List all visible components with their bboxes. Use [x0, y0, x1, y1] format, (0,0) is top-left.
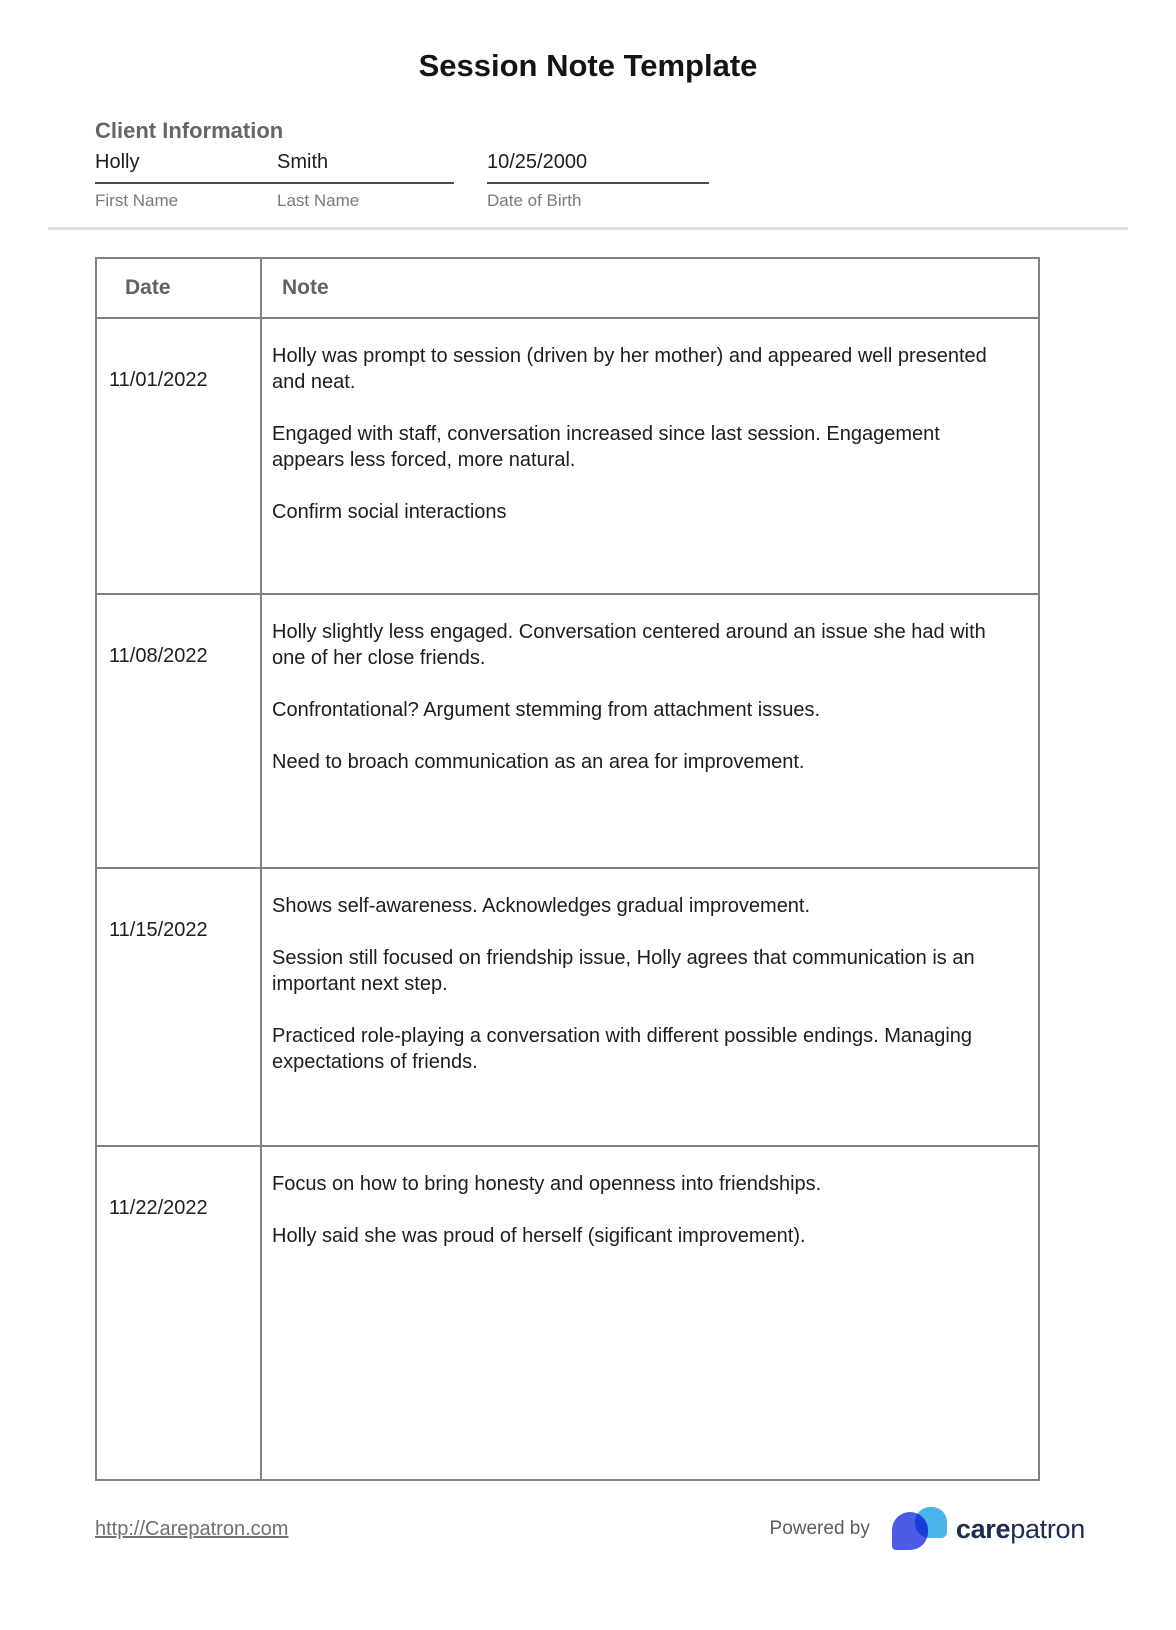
note-paragraph: Session still focused on friendship issue, Holly agrees that communication is an important next step.: [272, 947, 975, 995]
note-paragraph: Need to broach communication as an area for improvement.: [272, 751, 805, 773]
session-note-cell: [261, 594, 1039, 868]
session-date-cell: 11/08/2022: [96, 594, 261, 868]
table-header-row: [96, 258, 1039, 318]
session-note-cell: [261, 868, 1039, 1146]
carepatron-link[interactable]: http://Carepatron.com: [95, 1517, 289, 1540]
note-paragraph: Confrontational? Argument stemming from attachment issues.: [272, 699, 821, 721]
brand-text-care: care: [955, 1513, 1011, 1544]
powered-by-label: Powered by: [769, 1518, 870, 1539]
first-name-value[interactable]: Holly: [95, 151, 277, 184]
session-row: [96, 1146, 1039, 1480]
note-paragraph: Practiced role-playing a conversation with different possible endings. Managing expectations of friends.: [272, 1025, 973, 1073]
first-name-field: [95, 151, 277, 211]
note-paragraph: Focus on how to bring honesty and openness into friendships.: [272, 1173, 822, 1195]
carepatron-brand-text: [956, 1514, 1085, 1545]
page-title: Session Note Template: [418, 48, 758, 83]
section-divider: [48, 227, 1128, 230]
last-name-value[interactable]: Smith: [277, 151, 454, 184]
session-row: [96, 318, 1039, 594]
session-note-cell: [261, 1146, 1039, 1480]
date-column-header: Date: [96, 258, 261, 318]
note-paragraph: Holly was prompt to session (driven by her mother) and appeared well presented and neat.: [272, 345, 987, 393]
session-row: [96, 868, 1039, 1146]
powered-by-group: [770, 1507, 1085, 1551]
session-table-body: [96, 318, 1039, 1480]
date-of-birth-field: [487, 151, 709, 211]
footer: [95, 1507, 1085, 1551]
note-column-header: Note: [261, 258, 1039, 318]
session-row: [96, 594, 1039, 868]
note-paragraph: Holly slightly less engaged. Conversation centered around an issue she had with one of her close friends.: [272, 621, 986, 669]
last-name-field: [277, 151, 454, 211]
client-information-heading: Client Information: [95, 118, 284, 143]
carepatron-logo-icon: [892, 1507, 950, 1551]
session-date-cell: 11/22/2022: [96, 1146, 261, 1480]
note-paragraph: Shows self-awareness. Acknowledges gradual improvement.: [272, 895, 811, 917]
client-information-section: [95, 118, 1176, 211]
note-paragraph: Holly said she was proud of herself (sigificant improvement).: [272, 1225, 806, 1247]
session-notes-table: [95, 257, 1040, 1481]
client-fields-row: [95, 151, 1176, 211]
session-date-cell: 11/01/2022: [96, 318, 261, 594]
logo-bubble-dark: [892, 1512, 928, 1550]
first-name-label: First Name: [95, 191, 179, 210]
brand-text-patron: patron: [1010, 1513, 1085, 1544]
last-name-label: Last Name: [277, 191, 360, 210]
note-paragraph: Engaged with staff, conversation increased since last session. Engagement appears less forced, more natural.: [272, 423, 940, 471]
note-paragraph: Confirm social interactions: [272, 501, 507, 523]
date-of-birth-label: Date of Birth: [487, 191, 582, 210]
session-note-cell: [261, 318, 1039, 594]
date-of-birth-value[interactable]: 10/25/2000: [487, 151, 709, 184]
session-date-cell: 11/15/2022: [96, 868, 261, 1146]
